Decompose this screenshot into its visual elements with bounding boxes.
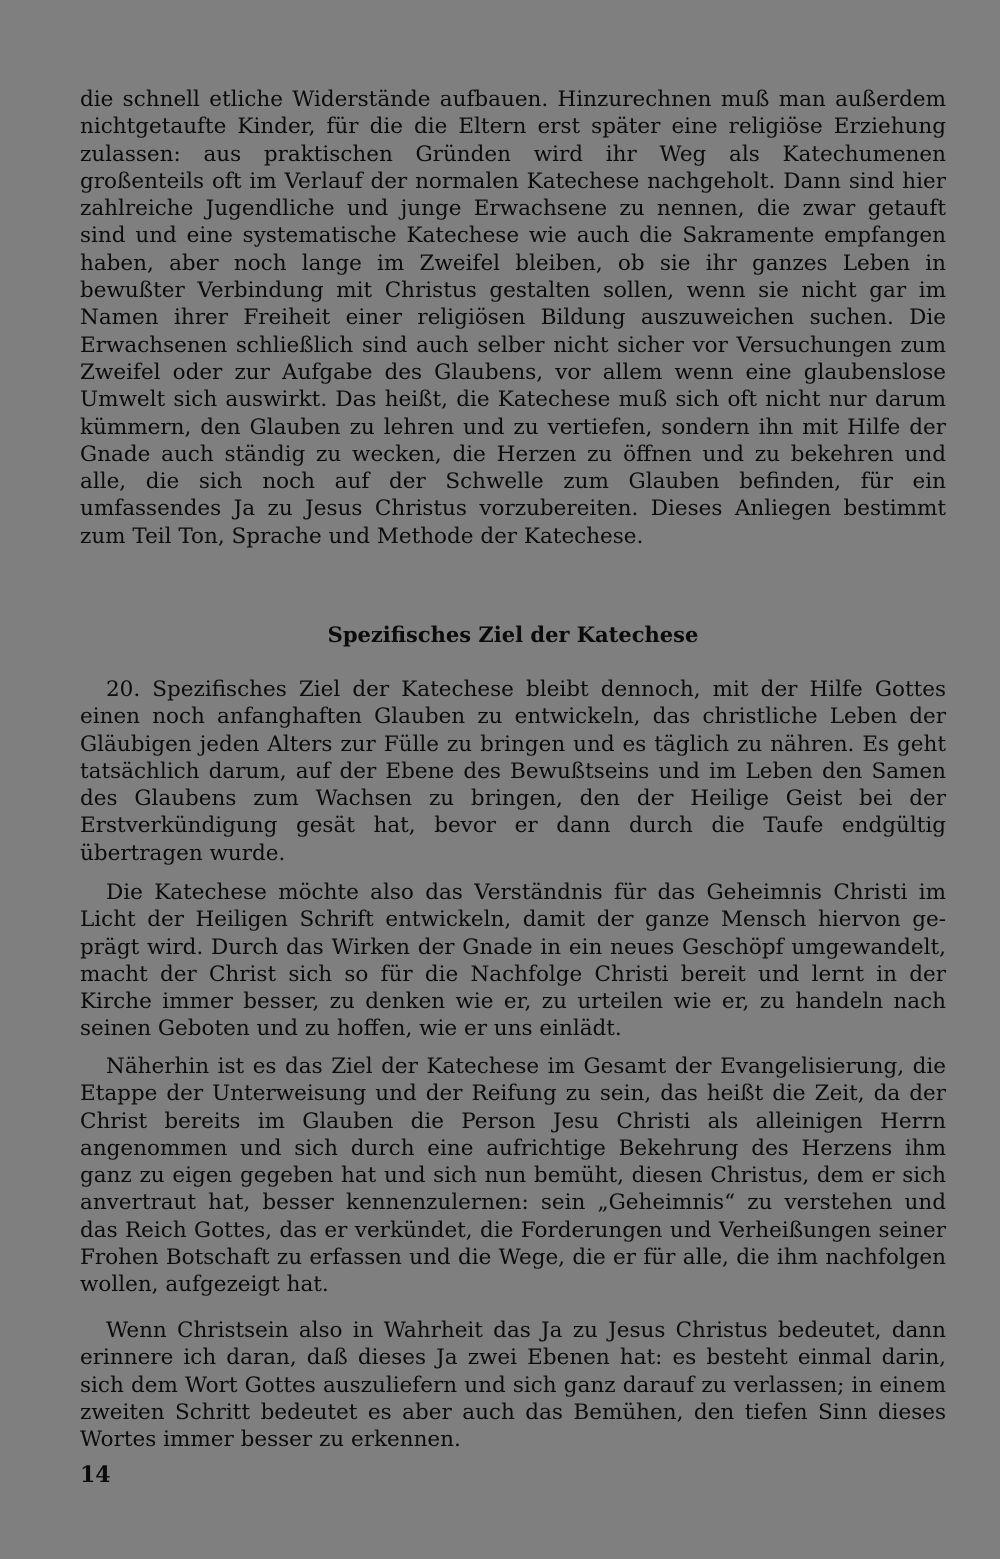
section-heading: Spezifisches Ziel der Katechese (327, 622, 699, 647)
paragraph-mystery-of-christ: Die Katechese möchte also das Verständnis für das Geheimnis Christi im Licht der Heiligen Schrift entwickeln, damit der ganze Mensch hiervon geprägt wird. Durch das Wirken der Gnade in ein neues Geschöpf umgewandelt, macht der Christ sich so für die Nachfolge Christi bereit und lernt in der Kirche immer besser, zu denken wie er, zu urteilen wie er, zu handeln nach seinen Geboten und zu hoffen, wie er uns einlädt. (80, 880, 946, 1042)
page-number: 14 (80, 1462, 111, 1488)
paragraph-goal-of-catechesis: Näherhin ist es das Ziel der Katechese im Gesamt der Evangelisierung, die Etappe der Unterweisung und der Reifung zu sein, das heißt die Zeit, da der Christ bereits im Glauben die Person Jesu Christi als alleinigen Herrn angenommen und sich durch eine aufrichtige Bekehrung des Herzens ihm ganz zu eigen gegeben hat und sich nun bemüht, diesen Christus, dem er sich anvertraut hat, besser kennenzulernen: sein „Geheimnis“ zu verstehen und das Reich Gottes, das er verkündet, die Forderungen und Verheißungen seiner Frohen Botschaft zu erfassen und die Wege, die er für alle, die ihm nachfolgen wollen, aufgezeigt hat. (80, 1054, 946, 1298)
paragraph-yes-to-christ: Wenn Christsein also in Wahrheit das Ja zu Jesus Christus bedeutet, dann erinnere ich daran, daß dieses Ja zwei Ebenen hat: es besteht einmal darin, sich dem Wort Gottes auszuliefern und sich ganz darauf zu verlassen; in einem zweiten Schritt bedeutet es aber auch das Bemühen, den tiefen Sinn dieses Wortes immer besser zu erkennen. (80, 1318, 946, 1453)
paragraph-continuation: die schnell etliche Widerstände aufbauen. Hinzurechnen muß man außerdem nichtgetaufte Kinder, für die die Eltern erst später eine religiöse Erziehung zulassen: aus praktischen Gründen wird ihr Weg als Katechumenen großenteils oft im Verlauf der normalen Katechese nachgeholt. Dann sind hier zahlreiche Jugendliche und junge Erwachsene zu nennen, die zwar getauft sind und eine systematische Katechese wie auch die Sakramente empfangen haben, aber noch lange im Zweifel bleiben, ob sie ihr ganzes Leben in bewußter Verbindung mit Christus gestalten sollen, wenn sie nicht gar im Namen ihrer Freiheit einer religiösen Bildung auszuweichen suchen. Die Erwachsenen schließlich sind auch selber nicht sicher vor Versuchungen zum Zweifel oder zur Aufgabe des Glaubens, vor allem wenn eine glaubenslose Umwelt sich auswirkt. Das heißt, die Katechese muß sich oft nicht nur darum kümmern, den Glauben zu lehren und zu vertiefen, sondern ihn mit Hilfe der Gnade auch ständig zu wecken, die Herzen zu öffnen und zu bekehren und alle, die sich noch auf der Schwelle zum Glauben befinden, für ein umfassendes Ja zu Jesus Christus vorzubereiten. Dieses Anliegen bestimmt zum Teil Ton, Sprache und Methode der Katechese. (80, 87, 946, 549)
paragraph-20: 20. Spezifisches Ziel der Katechese bleibt dennoch, mit der Hilfe Gottes einen noch anfanghaften Glauben zu entwickeln, das christliche Leben der Gläubigen jeden Alters zur Fülle zu bringen und es täglich zu nähren. Es geht tatsächlich darum, auf der Ebene des Bewußtseins und im Leben den Samen des Glaubens zum Wachsen zu bringen, den der Heilige Geist bei der Erstverkündigung gesät hat, bevor er dann durch die Taufe endgültig übertragen wurde. (80, 677, 946, 866)
